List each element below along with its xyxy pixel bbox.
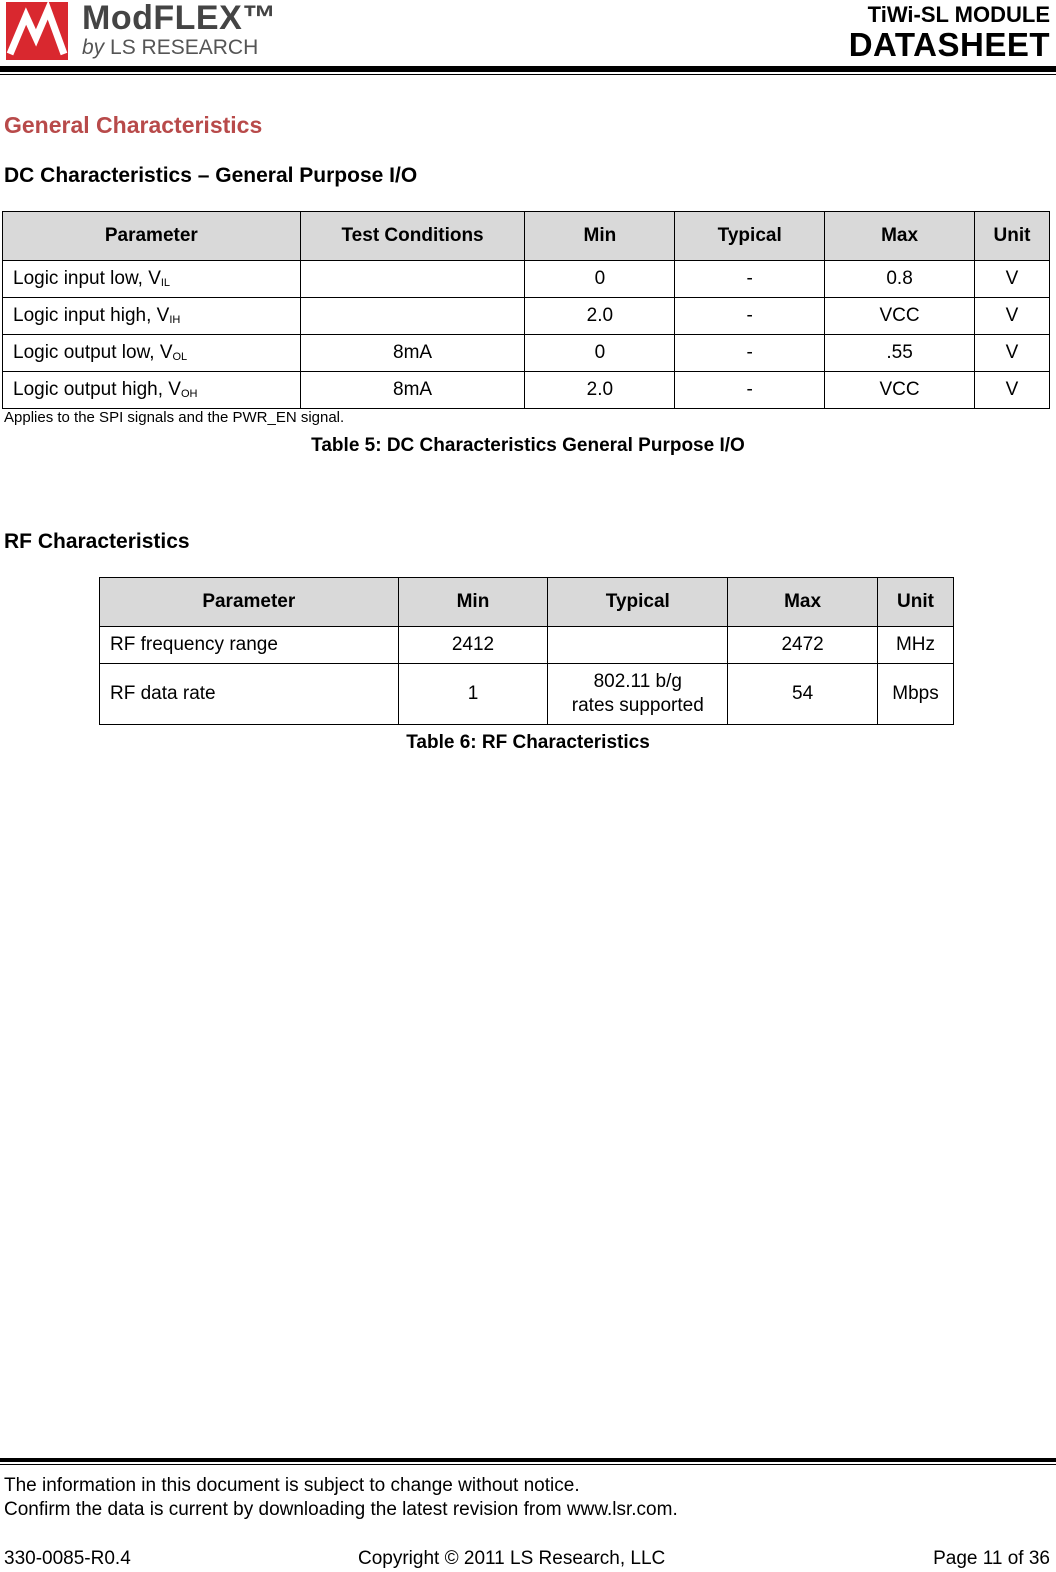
table-row [100,627,954,664]
min-cell: 0 [525,335,675,372]
min-cell: 1 [398,664,548,725]
column-header: Unit [878,578,954,627]
table-note: Applies to the SPI signals and the PWR_EN signal. [4,409,345,426]
typical-cell: - [675,298,825,335]
typical-cell: - [675,261,825,298]
column-header: Min [525,212,675,261]
parameter-subscript: IL [160,277,171,289]
parameter-subscript: IH [169,314,181,326]
table-header-row [3,212,1050,261]
logo-byline-company: LS RESEARCH [110,36,259,59]
column-header: Test Conditions [300,212,525,261]
table-row [3,298,1050,335]
column-header: Unit [974,212,1049,261]
unit-cell: V [974,298,1049,335]
min-cell: 2412 [398,627,548,664]
page-number: Page 11 of 36 [933,1548,1050,1569]
module-name: TiWi-SL MODULE [867,2,1050,27]
parameter-cell [3,261,301,298]
table-row [3,261,1050,298]
dc-characteristics-table [2,211,1050,409]
table-row [3,372,1050,409]
logo-byline-prefix: by [82,36,105,59]
max-cell: VCC [825,372,975,409]
condition-cell: 8mA [300,372,525,409]
column-header: Parameter [3,212,301,261]
max-cell: 0.8 [825,261,975,298]
typical-line: rates supported [571,695,704,716]
min-cell: 2.0 [525,298,675,335]
parameter-subscript: OL [172,351,188,363]
table-caption: Table 6: RF Characteristics [406,732,650,753]
parameter-cell [3,372,301,409]
typical-cell: - [675,372,825,409]
table-row [100,664,954,725]
unit-cell: V [974,372,1049,409]
parameter-text: Logic output high, V [13,379,181,400]
min-cell: 2.0 [525,372,675,409]
document-number: 330-0085-R0.4 [4,1548,131,1569]
column-header: Min [398,578,548,627]
parameter-text: Logic input low, V [13,268,161,289]
rf-table-title: RF Characteristics [4,530,190,553]
table-header-row [100,578,954,627]
footer-revision-note: Confirm the data is current by downloading the latest revision from www.lsr.com. [4,1499,678,1520]
column-header: Typical [548,578,728,627]
modflex-logo-mark [6,2,68,60]
min-cell: 0 [525,261,675,298]
parameter-cell [3,298,301,335]
typical-cell: - [675,335,825,372]
condition-cell [300,298,525,335]
parameter-cell: RF frequency range [100,627,399,664]
condition-cell [300,261,525,298]
column-header: Typical [675,212,825,261]
logo-brand: ModFLEX™ [82,0,277,37]
column-header: Max [728,578,878,627]
max-cell: .55 [825,335,975,372]
parameter-cell: RF data rate [100,664,399,725]
header-rule [0,66,1056,72]
max-cell: 54 [728,664,878,725]
typical-cell [548,664,728,725]
parameter-text: Logic output low, V [13,342,173,363]
footer-notice: The information in this document is subject to change without notice. [4,1475,580,1496]
unit-cell: MHz [878,627,954,664]
document-type: DATASHEET [848,26,1050,63]
section-title: General Characteristics [4,112,263,138]
parameter-subscript: OH [180,388,198,400]
rf-characteristics-table [99,577,954,725]
parameter-cell [3,335,301,372]
header-rule-thin [0,74,1056,75]
max-cell: VCC [825,298,975,335]
typical-line: 802.11 b/g [593,671,682,692]
table-row [3,335,1050,372]
table-caption: Table 5: DC Characteristics General Purpose I/O [311,435,745,456]
logo-byline [82,36,258,60]
footer-rule [0,1458,1056,1462]
parameter-text: Logic input high, V [13,305,170,326]
unit-cell: Mbps [878,664,954,725]
unit-cell: V [974,335,1049,372]
copyright: Copyright © 2011 LS Research, LLC [358,1548,666,1569]
dc-table-title: DC Characteristics – General Purpose I/O [4,164,418,187]
typical-cell [548,627,728,664]
column-header: Parameter [100,578,399,627]
condition-cell: 8mA [300,335,525,372]
max-cell: 2472 [728,627,878,664]
column-header: Max [825,212,975,261]
footer-rule-thin [0,1464,1056,1465]
unit-cell: V [974,261,1049,298]
